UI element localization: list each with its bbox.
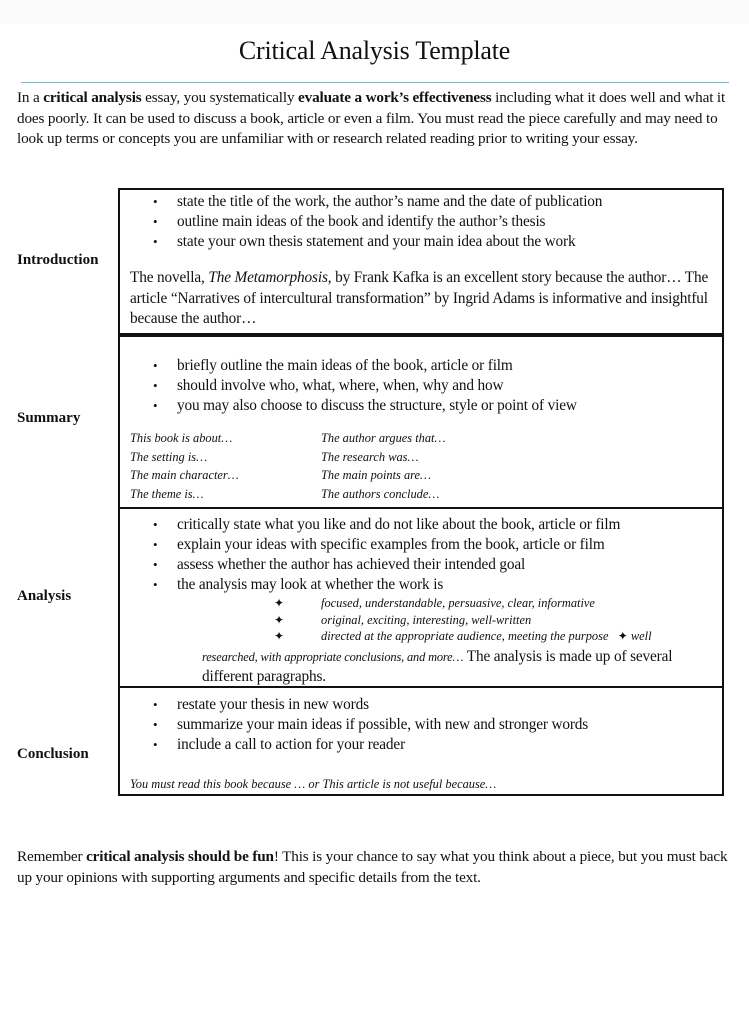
sentence-starter: The authors conclude… — [321, 487, 440, 502]
closing-paragraph — [17, 846, 737, 888]
sub-list-item-text — [321, 628, 652, 645]
page-title: Critical Analysis Template — [238, 36, 511, 65]
section-box-summary — [118, 335, 724, 509]
intro-text: essay, you systematically — [141, 89, 299, 106]
sentence-starter: The main character… — [130, 468, 239, 483]
sub-list-item-text: original, exciting, interesting, well-written — [321, 612, 532, 627]
sub-list-item — [120, 595, 722, 612]
list-item-text: outline main ideas of the book and identify the author’s thesis — [177, 213, 546, 230]
bullet-list — [120, 356, 722, 416]
sub-list-item-text-part: well — [627, 629, 652, 643]
list-item-text: summarize your main ideas if possible, with new and stronger words — [177, 716, 589, 733]
sub-list-item — [120, 612, 722, 629]
sentence-starters — [120, 429, 722, 504]
list-item — [120, 735, 722, 755]
list-item — [120, 695, 722, 715]
sub-list-item-text: focused, understandable, persuasive, clear, informative — [321, 596, 595, 610]
intro-paragraph — [17, 88, 737, 150]
list-item — [120, 575, 722, 595]
bullet-icon: • — [153, 194, 158, 209]
bullet-list — [120, 515, 722, 595]
list-item — [120, 396, 722, 416]
section-label-conclusion: Conclusion — [17, 746, 89, 762]
bullet-icon: • — [153, 398, 158, 413]
sentence-starter: The theme is… — [130, 487, 204, 502]
bullet-icon: • — [153, 234, 158, 249]
section-box-conclusion — [118, 686, 724, 796]
list-item — [120, 376, 722, 396]
section-label-introduction: Introduction — [17, 252, 99, 268]
list-item-text: restate your thesis in new words — [177, 696, 369, 713]
star-bullet-icon: ✦ — [617, 629, 628, 643]
list-item — [120, 535, 722, 555]
closing-text: Remember — [17, 848, 87, 865]
example-text-part: , by Frank Kafka is an excellent story because the author… The article “Narratives of intercultural transformation” by Ingrid Adams is informative and insightful because the author… — [130, 269, 709, 327]
list-item-text: explain your ideas with specific examples from the book, article or film — [177, 536, 605, 553]
sentence-starter: The research was… — [321, 449, 419, 464]
bullet-icon: • — [153, 737, 158, 752]
star-bullet-icon: ✦ — [274, 612, 285, 627]
sentence-starter: This book is about… — [130, 431, 233, 445]
section-label-summary: Summary — [17, 410, 81, 426]
sub-list-item — [120, 628, 722, 645]
closing-bold-term: critical analysis should be fun — [86, 848, 274, 865]
bullet-icon: • — [153, 577, 158, 592]
list-item — [120, 515, 722, 535]
example-text — [120, 268, 722, 330]
list-item — [120, 356, 722, 376]
section-label-analysis: Analysis — [17, 588, 72, 604]
sub-list-item-text-part: directed at the appropriate audience, meeting the purpose — [321, 629, 609, 643]
bullet-icon: • — [153, 717, 158, 732]
star-bullet-icon: ✦ — [274, 596, 285, 610]
intro-text: In a — [17, 89, 44, 106]
closing-text: ! This is your chance to say what you think about a piece, but you must back up your opinions with supporting arguments and specific details from the text. — [17, 848, 728, 886]
intro-bold-term: critical analysis — [43, 89, 142, 106]
analysis-closing — [120, 647, 722, 687]
star-bullet-icon: ✦ — [274, 629, 285, 643]
bullet-icon: • — [153, 557, 158, 572]
intro-bold-term: evaluate a work’s effectiveness — [298, 89, 492, 106]
work-title: The Metamorphosis — [208, 269, 328, 286]
bullet-icon: • — [153, 378, 158, 393]
list-item-text: briefly outline the main ideas of the book, article or film — [177, 357, 513, 374]
bullet-icon: • — [153, 517, 158, 532]
example-text: You must read this book because … or This article is not useful because… — [130, 777, 497, 791]
sentence-starter: The author argues that… — [321, 431, 446, 445]
list-item-text: the analysis may look at whether the work is — [177, 576, 444, 593]
list-item-text: include a call to action for your reader — [177, 736, 406, 753]
list-item — [120, 232, 722, 252]
list-item-text: critically state what you like and do not like about the book, article or film — [177, 516, 621, 533]
bullet-icon: • — [153, 358, 158, 373]
intro-text: including what it does well and what it does poorly. It can be used to discuss a book, article or even a film. You must read the piece carefully and may need to look up terms or concepts you are unfamiliar with or research related reading prior to writing your essay. — [17, 89, 726, 147]
title-divider — [21, 82, 729, 83]
list-item — [120, 715, 722, 735]
list-item — [120, 192, 722, 212]
list-item-text: state the title of the work, the author’s name and the date of publication — [177, 193, 603, 210]
page-top-margin — [0, 0, 749, 24]
list-item — [120, 555, 722, 575]
sub-list-item-text-part: researched, with appropriate conclusions, and more… — [202, 649, 464, 664]
example-text-part: The novella, — [130, 269, 209, 286]
list-item-text: should involve who, what, where, when, why and how — [177, 377, 504, 394]
bullet-icon: • — [153, 697, 158, 712]
list-item-text: you may also choose to discuss the structure, style or point of view — [177, 397, 577, 414]
sentence-starter: The main points are… — [321, 468, 432, 483]
analysis-closing-text: The analysis is made up of several different paragraphs. — [202, 647, 673, 685]
bullet-icon: • — [153, 214, 158, 229]
sentence-starter: The setting is… — [130, 449, 208, 464]
bullet-icon: • — [153, 537, 158, 552]
list-item-text: assess whether the author has achieved their intended goal — [177, 556, 526, 573]
section-box-analysis — [118, 507, 724, 688]
bullet-list — [120, 695, 722, 755]
list-item-text: state your own thesis statement and your main idea about the work — [177, 233, 576, 250]
bullet-list — [120, 192, 722, 252]
section-box-introduction — [118, 188, 724, 335]
list-item — [120, 212, 722, 232]
